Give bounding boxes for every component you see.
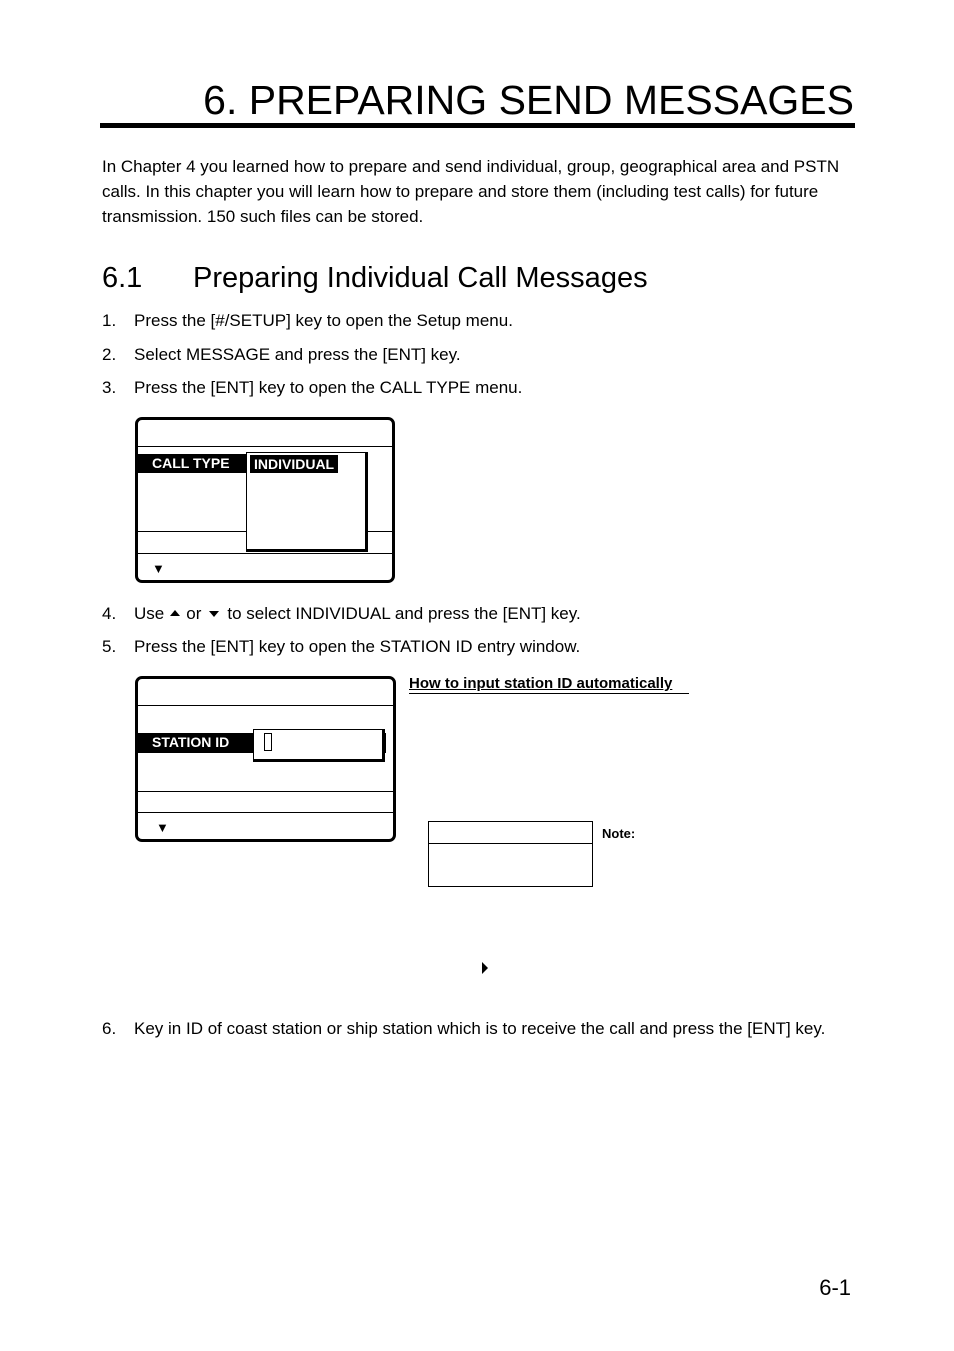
step-text: or [186, 604, 202, 623]
step-5 [102, 636, 580, 658]
scroll-down-icon: ▼ [152, 561, 165, 576]
step-4 [102, 603, 581, 625]
screen-divider [138, 791, 393, 792]
step-number: 2. [102, 345, 117, 364]
intro-paragraph: In Chapter 4 you learned how to prepare and send individual, group, geographical area and PSTN calls. In this chapter you will learn how to prepare and store them (including test calls) for future transmission. 150 such files can be stored. [102, 157, 840, 226]
chapter-title: 6. PREPARING SEND MESSAGES [203, 77, 854, 123]
section-heading [102, 260, 648, 296]
individual-option[interactable]: INDIVIDUAL [250, 455, 338, 473]
key-illustration-box [428, 821, 593, 887]
step-text: Press the [ENT] key to open the STATION ID entry window. [134, 637, 581, 656]
step-number: 5. [102, 637, 117, 656]
screen-divider [366, 531, 392, 532]
section-title: Preparing Individual Call Messages [193, 262, 648, 294]
scroll-down-icon: ▼ [156, 820, 169, 835]
step-text: Key in ID of coast station or ship station which is to receive the call and press the [ENT] key. [134, 1019, 826, 1038]
screen-divider [138, 446, 392, 447]
howto-rule [409, 693, 689, 694]
box-divider [429, 843, 592, 844]
step-number: 4. [102, 604, 117, 623]
station-id-label: STATION ID [138, 733, 386, 753]
step-2 [102, 344, 461, 366]
screen-divider [138, 553, 392, 554]
step-text: Select MESSAGE and press the [ENT] key. [134, 345, 461, 364]
step-text: Press the [#/SETUP] key to open the Setup menu. [134, 311, 513, 330]
station-id-screen [135, 676, 396, 842]
section-number: 6.1 [102, 262, 143, 294]
step-1 [102, 310, 513, 332]
step-number: 1. [102, 311, 117, 330]
note-label: Note: [602, 826, 636, 841]
step-number: 3. [102, 378, 117, 397]
call-type-label: CALL TYPE [138, 454, 246, 473]
call-type-screen [135, 417, 395, 583]
step-6 [102, 1018, 825, 1040]
call-type-options-popup [246, 452, 368, 552]
screen-divider [138, 812, 393, 813]
page-number: 6-1 [819, 1275, 851, 1300]
right-triangle-icon [482, 962, 488, 974]
station-id-entry-window [253, 729, 385, 762]
step-text: to select INDIVIDUAL and press the [ENT] key. [227, 604, 581, 623]
text-cursor [264, 733, 272, 751]
howto-heading: How to input station ID automatically [409, 675, 673, 692]
screen-divider [138, 531, 248, 532]
up-triangle-icon [170, 610, 180, 616]
step-text: Press the [ENT] key to open the CALL TYPE menu. [134, 378, 523, 397]
step-text: Use [134, 604, 165, 623]
down-triangle-icon [209, 611, 219, 617]
chapter-title-rule [100, 123, 855, 128]
step-number: 6. [102, 1019, 117, 1038]
screen-divider [138, 705, 393, 706]
step-3 [102, 377, 522, 399]
